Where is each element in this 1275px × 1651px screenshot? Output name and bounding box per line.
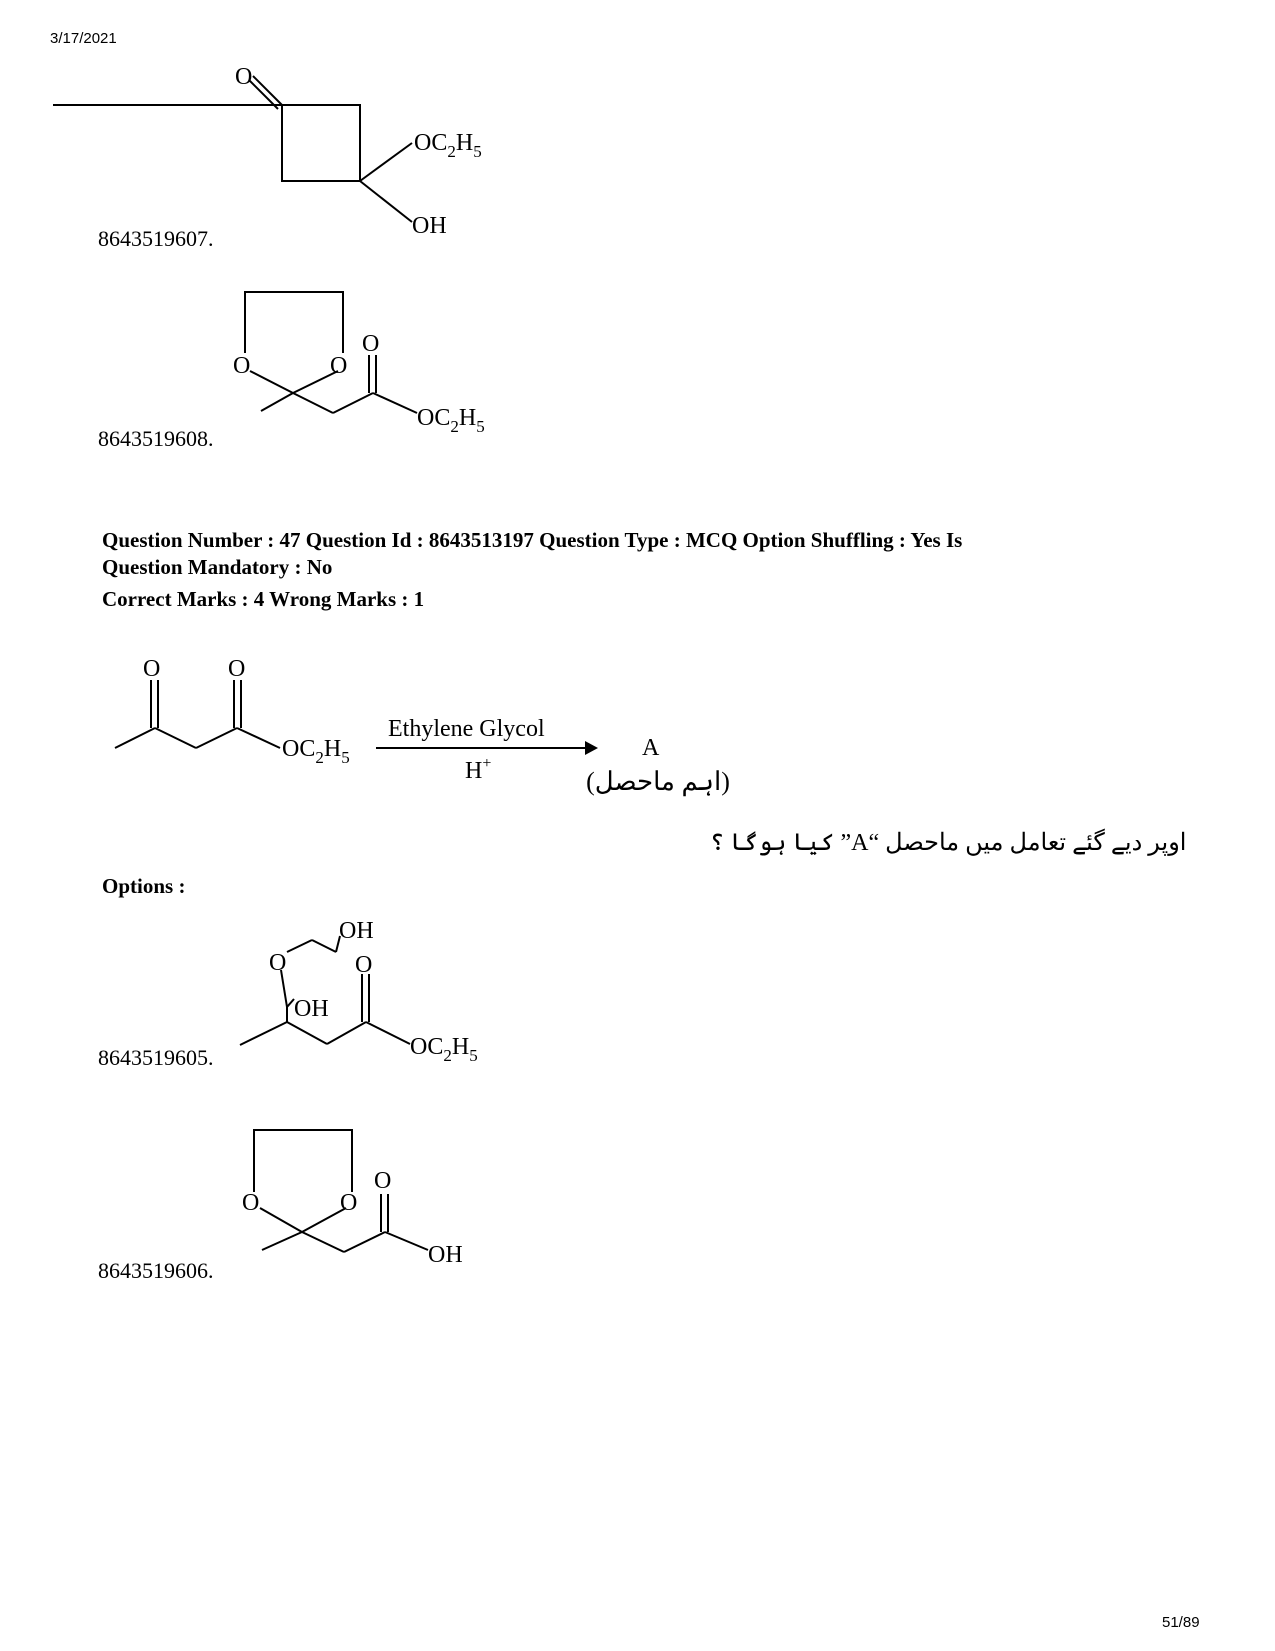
arrow-head xyxy=(585,741,598,755)
option-id: 8643519607. xyxy=(98,226,214,251)
product-urdu-label: (اہم ماحصل) xyxy=(586,767,730,796)
ethoxy-label: $OC_2H_5$ xyxy=(414,130,482,161)
structure-hemiketal-ester xyxy=(232,912,522,1072)
options-heading: Options : xyxy=(102,874,186,898)
ethoxy-label: $OC_2H_5$ xyxy=(282,736,350,767)
hydroxyl-label: OH xyxy=(294,996,329,1022)
oxygen-label: O xyxy=(330,353,348,379)
oxygen-label: O xyxy=(269,950,287,976)
ethoxy-label: $OC_2H_5$ xyxy=(417,405,485,436)
hydroxyl-label: OH xyxy=(428,1242,463,1268)
print-date: 3/17/2021 xyxy=(50,30,117,47)
hydroxyl-label: OH xyxy=(412,213,447,239)
option-id: 8643519606. xyxy=(98,1258,214,1283)
structure-cyclobutanone-hemiketal xyxy=(230,60,530,250)
oxygen-label: O xyxy=(340,1190,358,1216)
hydroxyl-label: OH xyxy=(339,918,374,944)
page-number: 51/89 xyxy=(1162,1614,1200,1631)
question-marks: Correct Marks : 4 Wrong Marks : 1 xyxy=(102,587,425,611)
question-mandatory: Question Mandatory : No xyxy=(102,555,333,579)
structure-dioxolane-ester xyxy=(225,285,525,455)
ethoxy-label: $OC_2H_5$ xyxy=(410,1034,478,1065)
option-id: 8643519608. xyxy=(98,426,214,451)
oxygen-label: O xyxy=(143,656,161,682)
option-id: 8643519605. xyxy=(98,1045,214,1070)
oxygen-label: O xyxy=(355,952,373,978)
urdu-question-text: اوپر دیے گئے تعامل میں ماحصل “A” کیا ہوگا ؟ xyxy=(710,830,1187,856)
catalyst-label: H+ xyxy=(465,755,492,784)
oxygen-label: O xyxy=(374,1168,392,1194)
structure-dioxolane-acid xyxy=(240,1122,500,1282)
oxygen-label: O xyxy=(235,64,253,90)
product-label: A xyxy=(642,735,660,761)
reagent-label: Ethylene Glycol xyxy=(388,716,545,742)
oxygen-label: O xyxy=(242,1190,260,1216)
oxygen-label: O xyxy=(233,353,251,379)
oxygen-label: O xyxy=(362,331,380,357)
oxygen-label: O xyxy=(228,656,246,682)
question-meta-line: Question Number : 47 Question Id : 8643513197 Question Type : MCQ Option Shuffling : Yes Is xyxy=(102,528,963,552)
reaction-scheme xyxy=(110,650,1187,860)
